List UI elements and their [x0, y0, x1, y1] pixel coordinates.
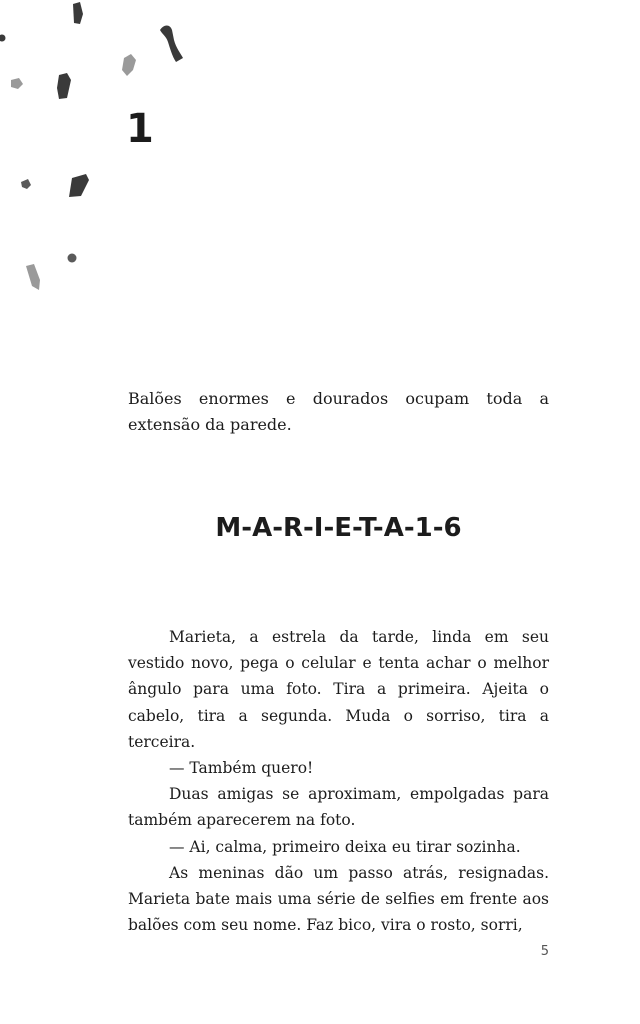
confetti-decoration — [0, 0, 200, 300]
confetti-piece — [73, 2, 83, 24]
story-text — [128, 624, 549, 938]
confetti-piece — [68, 254, 77, 263]
confetti-piece — [122, 54, 136, 76]
story-paragraph: Duas amigas se aproximam, empolgadas para também aparecerem na foto. — [128, 785, 549, 830]
confetti-piece — [160, 26, 183, 63]
intro-paragraph: Balões enormes e dourados ocupam toda a extensão da parede. — [128, 389, 549, 434]
story-paragraph: Marieta, a estrela da tarde, linda em seu vestido novo, pega o celular e tenta achar o melhor ângulo para uma foto. Tira a primeira. Ajeita o cabelo, tira a segunda. Muda o sorriso, tira a terceira. — [128, 628, 549, 751]
story-dialogue: — Também quero! — [169, 759, 314, 778]
confetti-piece — [26, 264, 40, 290]
story-paragraph: As meninas dão um passo atrás, resignadas. Marieta bate mais uma série de selfies em frente aos balões com seu nome. Faz bico, vira o rosto, sorri, — [128, 863, 549, 935]
page-number: 5 — [540, 944, 549, 959]
confetti-piece — [21, 179, 31, 189]
confetti-piece — [69, 174, 89, 197]
confetti-piece — [11, 78, 23, 89]
balloon-letters-heading: M-A-R-I-E-T-A-1-6 — [215, 513, 462, 543]
story-dialogue: — Ai, calma, primeiro deixa eu tirar sozinha. — [169, 837, 521, 856]
confetti-piece — [0, 35, 6, 42]
chapter-number: 1 — [126, 106, 154, 152]
confetti-piece — [57, 73, 71, 99]
